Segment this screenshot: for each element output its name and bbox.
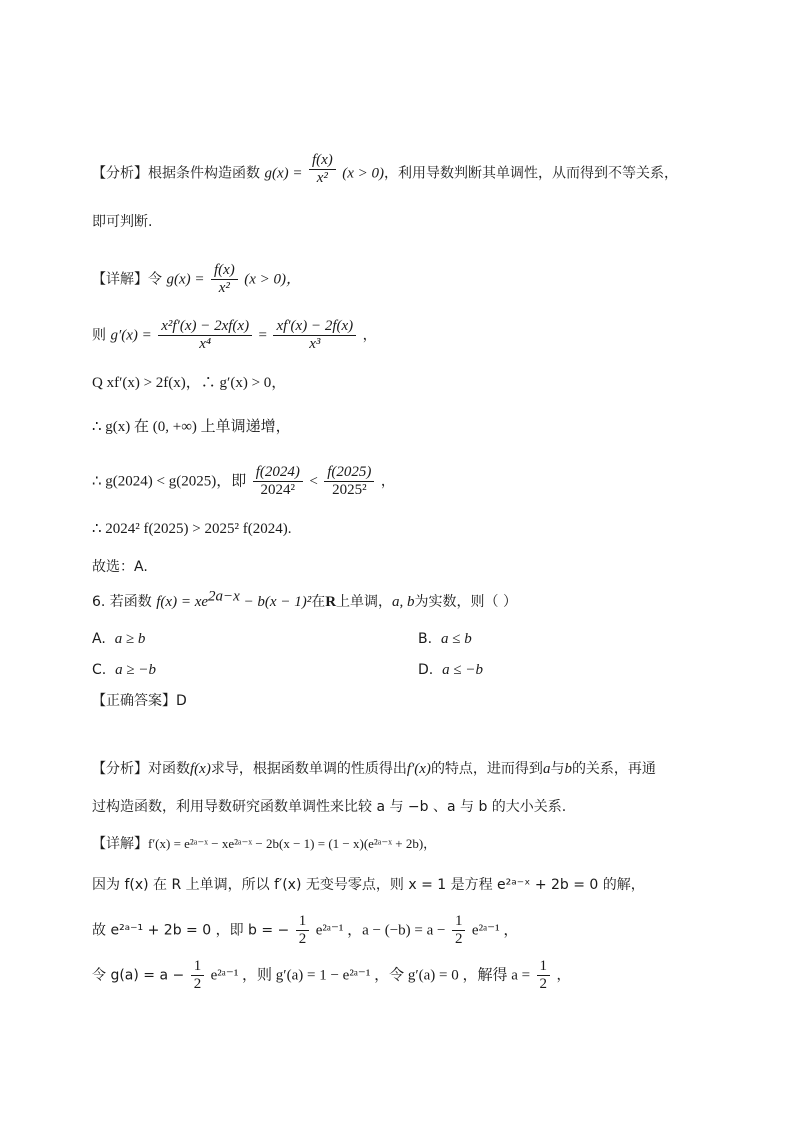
q6-g-line: 令 g(a) = a − $\frac{1}{2}$ e²ᵃ⁻¹ ，则 g′(a) = 1 − e²ᵃ⁻¹ ，令 g′(a) = 0 ，解得 a = $\frac{1}{2}$ ， xyxy=(92,958,571,992)
fraction-f2024: $\frac{f(2024)}{\text{2024²}}$ xyxy=(253,464,303,499)
fraction-one-half-2: $\frac{1}{2}$ xyxy=(452,913,466,948)
detail-line-1: 【详解】令 g(x) = $\frac{f(x)}{\text{x²}}$ (x > 0)， xyxy=(92,262,301,296)
q6-b-line: 故 e²ᵃ⁻¹ + 2b = 0 ，即 b = − $\frac{1}{2}$ e²ᵃ⁻¹ ，a − (−b) = a − $\frac{1}{2}$ e²ᵃ⁻¹ ， xyxy=(92,913,519,947)
option-a: A. a ≥ b xyxy=(92,631,146,647)
detail-tag: 【详解】 xyxy=(92,271,148,288)
analysis-text-2: ，利用导数判断其单调性，从而得到不等关系， xyxy=(384,165,678,182)
option-b: B. a ≤ b xyxy=(418,631,472,647)
derivative-line: 则 g′(x) = $\frac{\text{x²f′(x) − 2xf(x)}}{\text{x⁴}}$ = $\frac{xf'(x) - 2f(x)}{\text{x³}}$ ， xyxy=(92,318,377,352)
choice-line: 故选：A. xyxy=(92,559,148,575)
conclusion-line: ∴ 2024² f(2025) > 2025² f(2024). xyxy=(92,521,292,537)
analysis-line-1 xyxy=(92,152,678,187)
q6-detail-line: 【详解】f′(x) = e²ᵃ⁻ˣ − xe²ᵃ⁻ˣ − 2b(x − 1) = (1 − x)(e²ᵃ⁻ˣ + 2b)， xyxy=(92,836,437,852)
question-6-stem: 6. 若函数 $f(x) = xe^{2a-x} - b(x - 1)^2$在R上单调，a, b为实数，则（ ） xyxy=(92,588,517,610)
analysis-tag: 【分析】 xyxy=(92,165,148,182)
fraction-f2025: $\frac{f(2025)}{\text{2025²}}$ xyxy=(324,464,374,499)
compare-line: ∴ g(2024) < g(2025)，即 $\frac{f(2024)}{\text{2024²}}$ < $\frac{f(2025)}{\text{2025²}}$ ， xyxy=(92,464,395,498)
domain-condition: (x > 0) xyxy=(342,165,384,182)
q6-analysis-line-2: 过构造函数，利用导数研究函数单调性来比较 a 与 −b 、a 与 b 的大小关系. xyxy=(92,799,567,815)
analysis-text: 根据条件构造函数 xyxy=(148,165,260,182)
fraction-one-half: $\frac{1}{2}$ xyxy=(296,913,310,948)
option-c: C. a ≥ −b xyxy=(92,662,156,678)
fraction-one-half-4: $\frac{1}{2}$ xyxy=(537,958,551,993)
option-d: D. a ≤ −b xyxy=(418,662,483,678)
correct-answer: 【正确答案】D xyxy=(92,693,187,709)
fraction-fx-over-x2: $\frac{f(x)}{\text{x²}}$ xyxy=(309,152,336,187)
derivative-fraction-1: $\frac{\text{x²f′(x) − 2xf(x)}}{\text{x⁴}}$ xyxy=(158,318,252,353)
inequality-line: Q xf′(x) > 2f(x)，∴ g′(x) > 0， xyxy=(92,375,287,391)
fraction-one-half-3: $\frac{1}{2}$ xyxy=(191,958,205,993)
analysis-line-2: 即可判断. xyxy=(92,214,153,230)
fraction-fx-over-x2-b: $\frac{f(x)}{\text{x²}}$ xyxy=(211,262,238,297)
monotonic-line: ∴ g(x) 在 (0, +∞) 上单调递增， xyxy=(92,419,291,435)
g-def: g(x) = xyxy=(264,165,303,182)
q6-zero-line: 因为 f(x) 在 R 上单调，所以 f′(x) 无变号零点，则 x = 1 是方程 e²ᵃ⁻ˣ + 2b = 0 的解， xyxy=(92,877,645,893)
derivative-fraction-2: $\frac{xf'(x) - 2f(x)}{\text{x³}}$ xyxy=(273,318,356,353)
q6-analysis-line-1: 【分析】对函数f(x)求导，根据函数单调的性质得出f′(x)的特点，进而得到a与b的关系，再通 xyxy=(92,761,656,777)
